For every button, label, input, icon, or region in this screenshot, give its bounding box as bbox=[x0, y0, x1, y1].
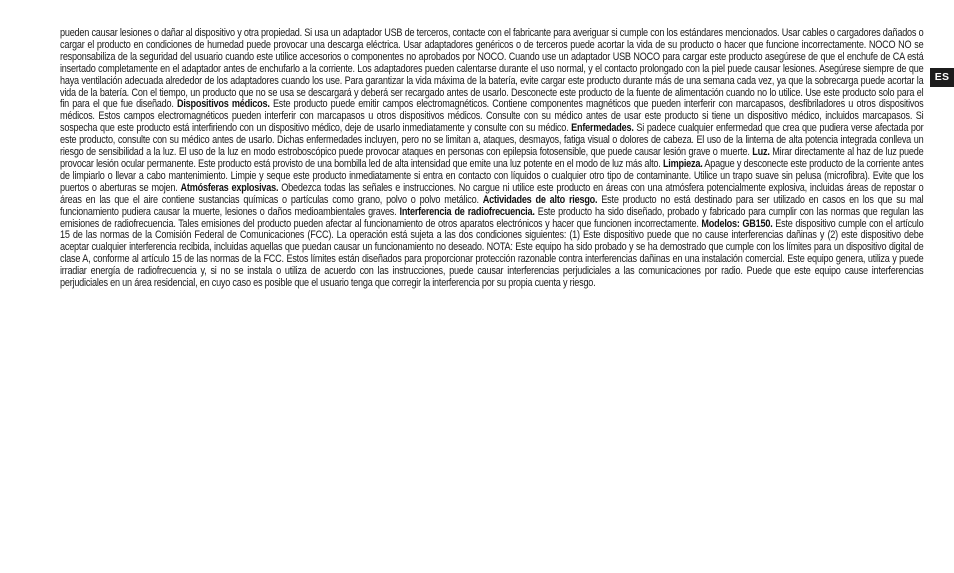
section-heading: Limpieza. bbox=[662, 157, 703, 170]
section-heading: Enfermedades. bbox=[571, 122, 634, 135]
paragraph-text: Obedezca todas las señales e instrucciones. No cargue ni utilice este producto en áreas con una atmósfera potencialmente explosiva, incluidas áreas de repostar o áreas en las que el aire contiene sustancias químicas o partículas como grano, polvo o polvo metálico. bbox=[60, 181, 924, 206]
section-heading: Dispositivos médicos. bbox=[176, 98, 270, 111]
section-heading: Atmósferas explosivas. bbox=[180, 181, 279, 194]
body-paragraph bbox=[60, 28, 923, 290]
section-heading: Interferencia de radiofrecuencia. bbox=[399, 205, 535, 218]
section-heading: Modelos: GB150. bbox=[701, 217, 773, 230]
language-tab: ES bbox=[930, 68, 954, 87]
paragraph-text: Si padece cualquier enfermedad que crea que pudiera verse afectada por este producto, consulte con su médico antes de usarlo. Dichas enfermedades incluyen, pero no se limitan a, ataques, desmayos, fatiga visual o dolores de cabeza. El uso de la linterna de alta potencia integrada conlleva un riesgo de sensibilidad a la luz. El uso de la luz en modo estroboscópico puede provocar ataques en personas con epilepsia fotosensible, que puede causar lesión grave o muerte. bbox=[60, 122, 924, 159]
paragraph-text: Este dispositivo cumple con el artículo 15 de las normas de la Comisión Federal de Comunicaciones (FCC). La operación está sujeta a las dos condiciones siguientes: (1) Este dispositivo puede que no cause interferencias dañinas y (2) este dispositivo debe aceptar cualquier interferencia recibida, incluidas aquellas que puedan causar un funcionamiento no deseado. NOTA: Este equipo ha sido probado y se ha demostrado que cumple con los límites para un dispositivo digital de clase A, conforme al artículo 15 de las normas de la FCC. Estos límites están diseñados para proporcionar protección razonable contra interferencias dañinas en una instalación comercial. Este equipo genera, utiliza y puede irradiar energía de radiofrecuencia y, si no se instala o utiliza de acuerdo con las instrucciones, puede causar interferencias perjudiciales a las comunicaciones por radio. Puede que este equipo cause interferencias perjudiciales en un área residencial, en cuyo caso es posible que el usuario tenga que corregir la interferencia por su propia cuenta y riesgo. bbox=[60, 217, 924, 290]
paragraph-text: Apague y desconecte este producto de la corriente antes de limpiarlo o llevar a cabo mantenimiento. Limpie y seque este producto inmediatamente si entra en contacto con líquidos o cualquier otro tipo de contaminante. Utilice un trapo suave sin pelusa (microfibra). Evite que los puertos o aberturas se mojen. bbox=[60, 157, 924, 194]
paragraph-text: Mirar directamente al haz de luz puede provocar lesión ocular permanente. Este producto está provisto de una bombilla led de alta intensidad que emite una luz potente en el modo de luz más alto. bbox=[60, 146, 924, 170]
paragraph-text: Este producto no está destinado para ser utilizado en casos en los que su mal funcionamiento pudiera causar la muerte, lesiones o daños medioambientales graves. bbox=[60, 193, 924, 218]
section-heading: Actividades de alto riesgo. bbox=[482, 193, 598, 206]
paragraph-text: Este producto puede emitir campos electromagnéticos. Contiene componentes magnéticos que pueden interferir con marcapasos, desfibriladores u otros dispositivos médicos. Estos campos electromagnéticos pueden interferir con marcapasos u otros dispositivos médicos. Consulte con su médico antes de usar este producto si tiene un dispositivo médico, incluidos marcapasos. Si sospecha que este producto está interfiriendo con un dispositivo médico, deje de usarlo inmediatamente y consulte con su médico. bbox=[60, 98, 924, 135]
paragraph-text: Este producto ha sido diseñado, probado y fabricado para cumplir con las normas que regulan las emisiones de radiofrecuencia. Tales emisiones del producto pueden afectar al funcionamiento de otros aparatos electrónicos y hacer que funcionen incorrectamente. bbox=[60, 205, 924, 230]
section-heading: Luz. bbox=[752, 146, 770, 159]
paragraph-text: pueden causar lesiones o dañar al dispositivo y otra propiedad. Si usa un adaptador USB de terceros, contacte con el fabricante para averiguar si cumple con los estándares mencionados. Usar cables o cargadores dañados o cargar el producto en condiciones de humedad puede provocar una descarga eléctrica. Usar adaptadores genéricos o de terceros puede acortar la vida de su producto o hacer que funcione incorrectamente. NOCO NO se responsabiliza de la seguridad del usuario cuando este utilice accesorios o componentes no aprobados por NOCO. Cuando use un adaptador USB NOCO para cargar este producto asegúrese de que el enchufe de CA está insertado completamente en el adaptador antes de enchufarlo a la corriente. Los adaptadores pueden calentarse durante el uso normal, y el contacto prolongado con la piel puede causar lesiones. Asegúrese siempre de que haya ventilación adecuada alrededor de los adaptadores cuando los use. Para garantizar la vida máxima de la batería, evite cargar este producto durante más de una semana cada vez, ya que la sobrecarga puede acortar la vida de la batería. Con el tiempo, un producto que no se usa se descargará y deberá ser recargado antes de usarlo. Desconecte este producto de la fuente de alimentación cuando no lo utilice. Use este producto solo para el fin para el que fue diseñado. bbox=[60, 27, 924, 111]
